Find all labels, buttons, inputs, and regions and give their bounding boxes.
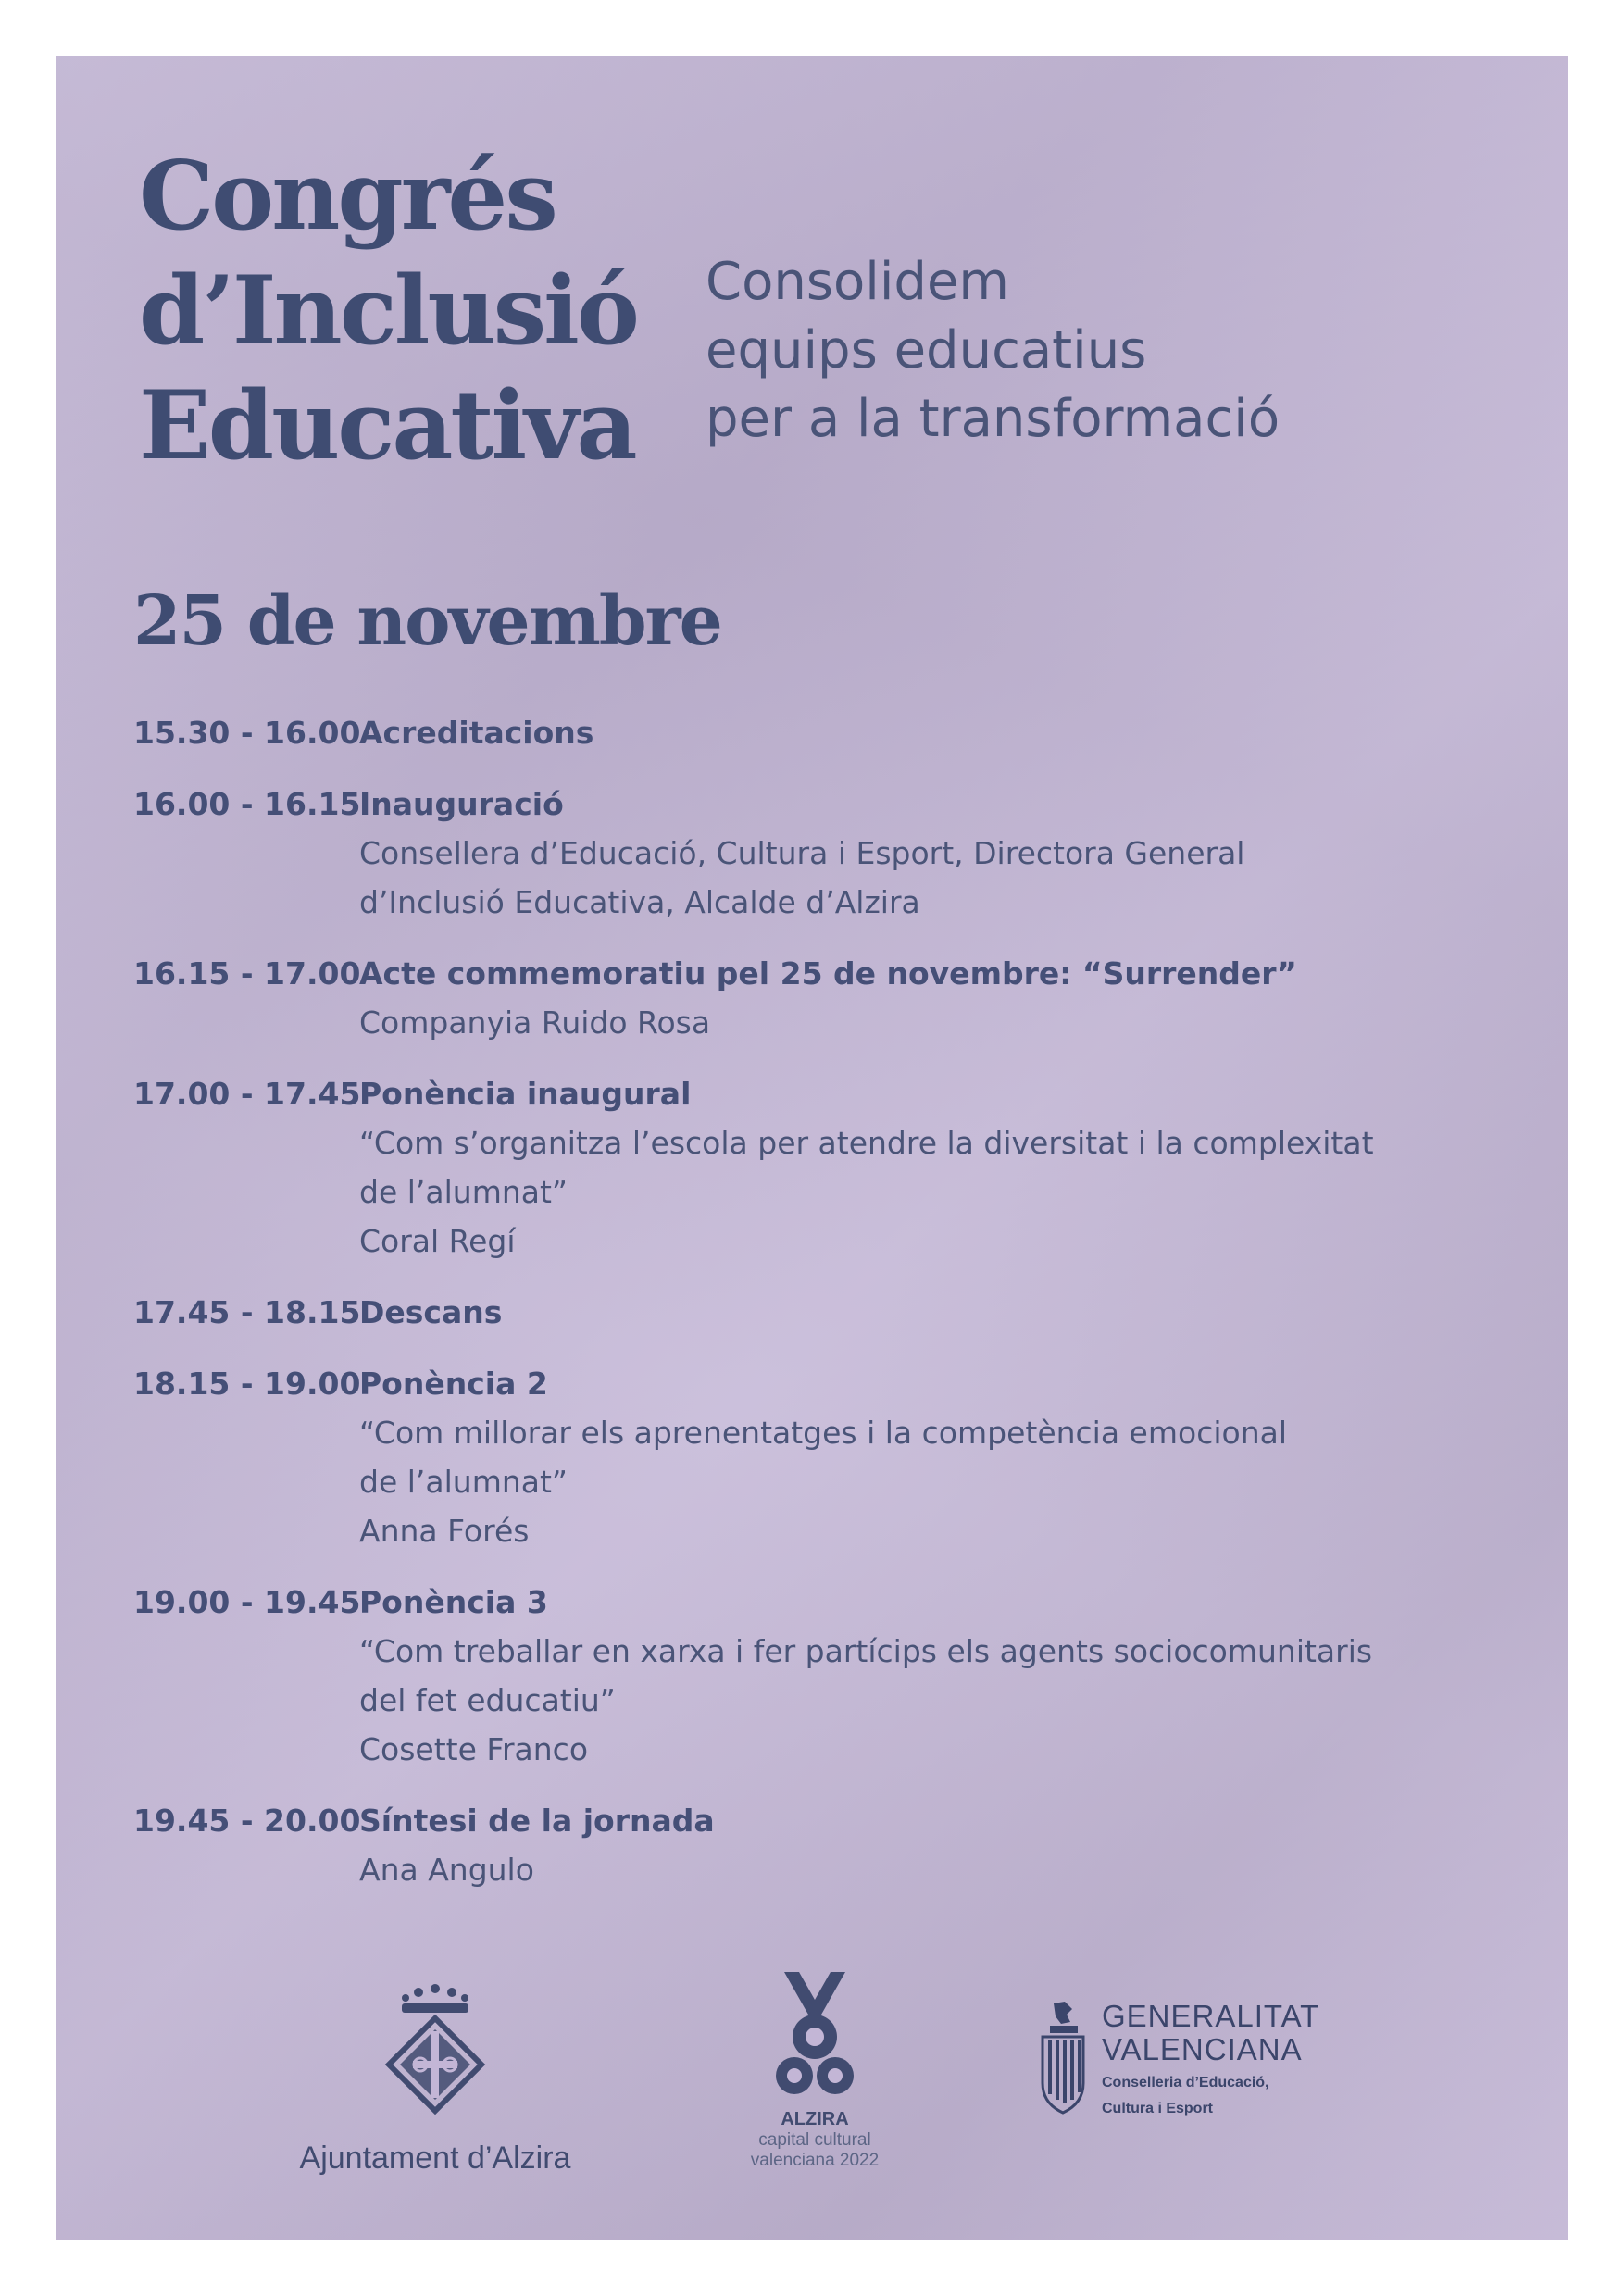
entry-details xyxy=(359,1578,1541,1774)
entry-title: Ponència 2 xyxy=(359,1366,548,1402)
entry-line: “Com millorar els aprenentatges i la competència emocional xyxy=(359,1415,1288,1451)
entry-time: 15.30 - 16.00 xyxy=(133,715,361,751)
entry-details xyxy=(359,780,1541,927)
entry-time: 16.15 - 17.00 xyxy=(133,955,361,992)
schedule xyxy=(133,709,1541,1917)
sponsor-logos xyxy=(56,1981,1568,2222)
entry-line: “Com treballar en xarxa i fer partícips els agents sociocomunitaris xyxy=(359,1633,1373,1669)
ajuntament-label: Ajuntament d’Alzira xyxy=(299,2140,571,2176)
title-line: Educativa xyxy=(139,370,635,481)
entry-title: Ponència inaugural xyxy=(359,1076,692,1112)
entry-time: 18.15 - 19.00 xyxy=(133,1366,361,1402)
entry-details xyxy=(359,1797,1541,1894)
entry-time: 17.45 - 18.15 xyxy=(133,1294,361,1330)
conselleria-name: Conselleria d’Educació, xyxy=(1102,2075,1269,2090)
entry-details xyxy=(359,1070,1541,1266)
title-line: Congrés xyxy=(139,141,556,252)
generalitat-row xyxy=(1037,2000,1389,2120)
event-date: 25 de novembre xyxy=(133,581,721,661)
entry-details xyxy=(359,709,1541,757)
generalitat-name: VALENCIANA xyxy=(1102,2032,1303,2066)
entry-time: 19.00 - 19.45 xyxy=(133,1584,361,1620)
entry-details xyxy=(359,950,1541,1047)
title-line: d’Inclusió xyxy=(139,256,637,367)
entry-line: d’Inclusió Educativa, Alcalde d’Alzira xyxy=(359,884,920,920)
ajuntament-alzira-logo xyxy=(278,1981,593,2177)
entry-title: Acte commemoratiu pel 25 de novembre: “Surrender” xyxy=(359,955,1297,992)
entry-speaker: Anna Forés xyxy=(359,1513,530,1549)
entry-speaker: Ana Angulo xyxy=(359,1852,534,1888)
generalitat-valenciana-logo xyxy=(1037,2000,1389,2120)
schedule-entry xyxy=(133,950,1541,1047)
generalitat-text xyxy=(1102,2000,1319,2118)
schedule-entry xyxy=(133,709,1541,757)
subtitle-line: Consolidem xyxy=(706,252,1009,312)
entry-line: de l’alumnat” xyxy=(359,1174,568,1210)
entry-title: Inauguració xyxy=(359,786,564,822)
congress-subtitle xyxy=(706,248,1280,454)
conselleria-name: Cultura i Esport xyxy=(1102,2101,1214,2116)
generalitat-name: GENERALITAT xyxy=(1102,1999,1320,2033)
entry-speaker: Cosette Franco xyxy=(359,1731,589,1767)
poster xyxy=(56,56,1568,2240)
schedule-entry xyxy=(133,780,1541,927)
entry-title: Descans xyxy=(359,1294,503,1330)
schedule-entry xyxy=(133,1289,1541,1337)
schedule-entry xyxy=(133,1360,1541,1555)
capital-tagline: valenciana 2022 xyxy=(750,2151,880,2170)
entry-line: “Com s’organitza l’escola per atendre la diversitat i la complexitat xyxy=(359,1125,1374,1161)
entry-details xyxy=(359,1360,1541,1555)
entry-time: 17.00 - 17.45 xyxy=(133,1076,361,1112)
capital-tagline: capital cultural xyxy=(758,2130,871,2150)
capital-cultural-logo xyxy=(722,1972,907,2171)
entry-title: Síntesi de la jornada xyxy=(359,1803,715,1839)
entry-time: 16.00 - 16.15 xyxy=(133,786,361,822)
entry-line: Companyia Ruido Rosa xyxy=(359,1004,711,1041)
entry-time: 19.45 - 20.00 xyxy=(133,1803,361,1839)
entry-line: de l’alumnat” xyxy=(359,1464,568,1500)
entry-title: Ponència 3 xyxy=(359,1584,548,1620)
entry-line: del fet educatiu” xyxy=(359,1682,616,1718)
schedule-entry xyxy=(133,1070,1541,1266)
entry-line: Consellera d’Educació, Cultura i Esport, Directora General xyxy=(359,835,1245,871)
schedule-entry xyxy=(133,1578,1541,1774)
capital-city: ALZIRA xyxy=(781,2109,849,2129)
alzira-coat-of-arms-icon xyxy=(380,1981,491,2129)
schedule-entry xyxy=(133,1797,1541,1894)
generalitat-shield-icon xyxy=(1037,2000,1089,2120)
subtitle-line: per a la transformació xyxy=(706,389,1280,449)
subtitle-line: equips educatius xyxy=(706,320,1147,381)
entry-details xyxy=(359,1289,1541,1337)
entry-speaker: Coral Regí xyxy=(359,1223,516,1259)
entry-title: Acreditacions xyxy=(359,715,594,751)
congress-title xyxy=(139,139,637,483)
capital-cultural-mark-icon xyxy=(764,1972,866,2102)
